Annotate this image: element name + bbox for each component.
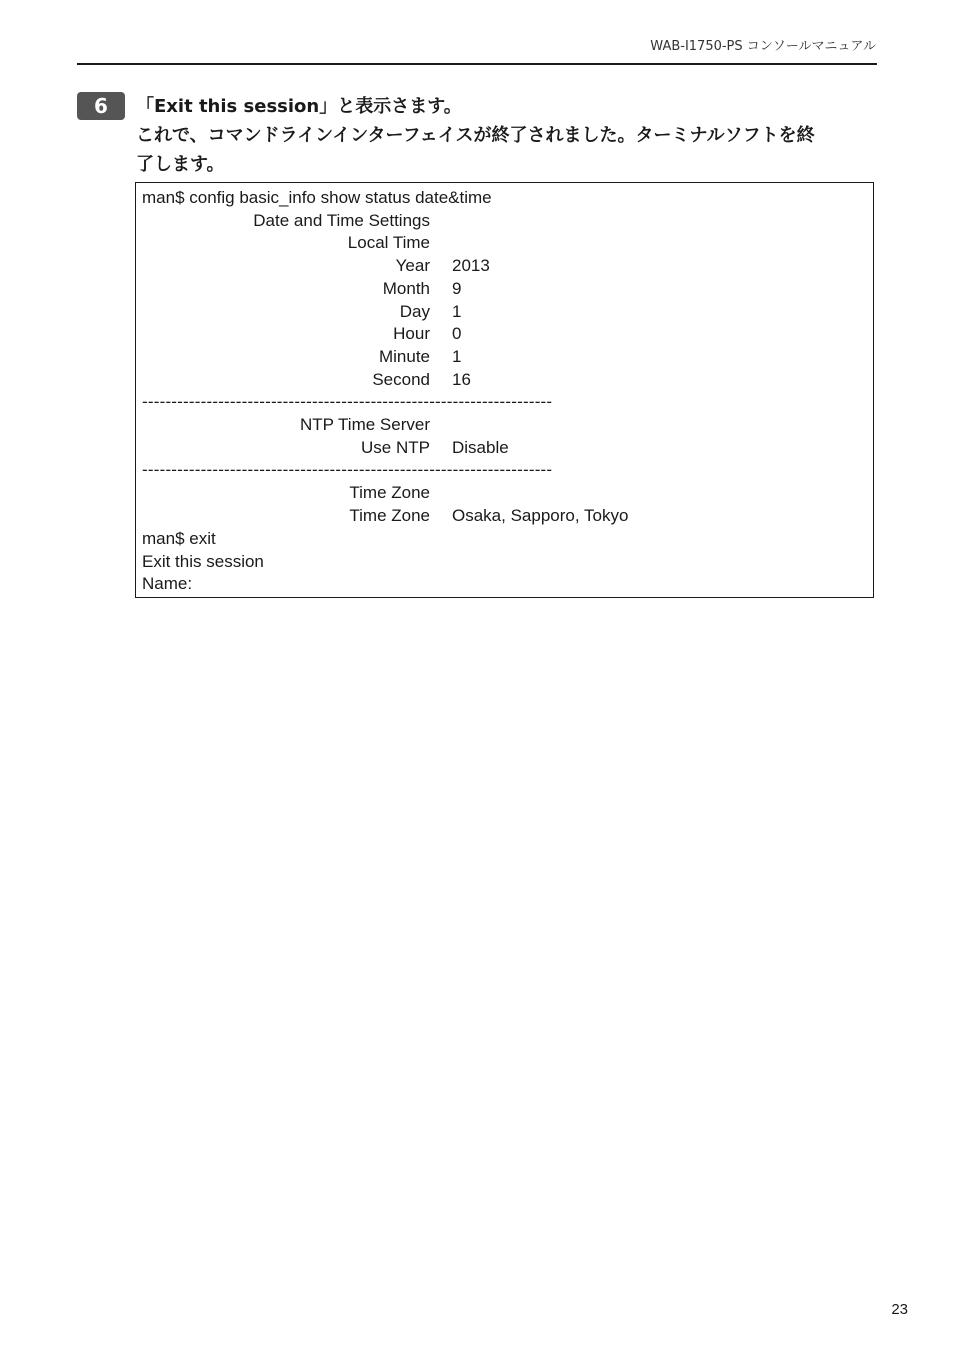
terminal-line: [136, 277, 873, 300]
terminal-line: [136, 345, 873, 368]
command-line: man$ exit: [142, 529, 216, 548]
terminal-line: [136, 231, 873, 254]
terminal-line: [136, 436, 873, 459]
command-line: man$ config basic_info show status date&time: [142, 188, 492, 207]
terminal-line: [136, 504, 873, 527]
field-label: Year: [395, 256, 430, 275]
field-value: Disable: [452, 438, 509, 457]
terminal-line: [136, 300, 873, 323]
exit-message: Exit this session: [142, 552, 264, 571]
field-label: Second: [372, 370, 430, 389]
separator-line: ----------------------------------------------------------------------: [142, 392, 553, 411]
separator-line: ----------------------------------------------------------------------: [142, 460, 553, 479]
terminal-line: [136, 550, 873, 573]
terminal-line: [136, 572, 873, 595]
step-number-badge: 6: [77, 92, 125, 120]
terminal-line: [136, 527, 873, 550]
header-rule: [77, 63, 877, 65]
document-header-title: WAB-I1750-PS コンソールマニュアル: [650, 39, 876, 54]
terminal-line: [136, 254, 873, 277]
field-value: Osaka, Sapporo, Tokyo: [452, 506, 629, 525]
terminal-line: [136, 186, 873, 209]
name-prompt: Name:: [142, 574, 193, 593]
section-heading-ntp: NTP Time Server: [299, 415, 430, 434]
terminal-line: [136, 368, 873, 391]
section-heading-timezone: Time Zone: [349, 483, 430, 502]
field-label: Hour: [393, 324, 430, 343]
step-instruction-line-1: 「Exit this session」と表示さます。: [136, 96, 462, 117]
field-value: 2013: [452, 256, 490, 275]
field-label: Month: [382, 279, 430, 298]
field-value: 1: [452, 347, 462, 366]
terminal-line: [136, 322, 873, 345]
field-label: Time Zone: [349, 506, 430, 525]
section-heading-local-time: Local Time: [347, 233, 430, 252]
page-number: 23: [891, 1301, 908, 1318]
section-heading-datetime: Date and Time Settings: [253, 211, 430, 230]
terminal-line: [136, 458, 873, 481]
field-value: 1: [452, 302, 462, 321]
field-label: Minute: [378, 347, 430, 366]
terminal-line: [136, 481, 873, 504]
terminal-line: [136, 390, 873, 413]
terminal-line: [136, 413, 873, 436]
field-label: Use NTP: [361, 438, 430, 457]
terminal-line: [136, 209, 873, 232]
field-value: 9: [452, 279, 462, 298]
step-instruction: [136, 92, 881, 179]
field-value: 16: [452, 370, 471, 389]
step-instruction-line-2: これで、コマンドラインインターフェイスが終了されました。ターミナルソフトを終: [136, 125, 815, 146]
step-instruction-line-3: 了します。: [136, 154, 225, 175]
terminal-output-box: [135, 182, 874, 598]
field-value: 0: [452, 324, 462, 343]
field-label: Day: [399, 302, 430, 321]
